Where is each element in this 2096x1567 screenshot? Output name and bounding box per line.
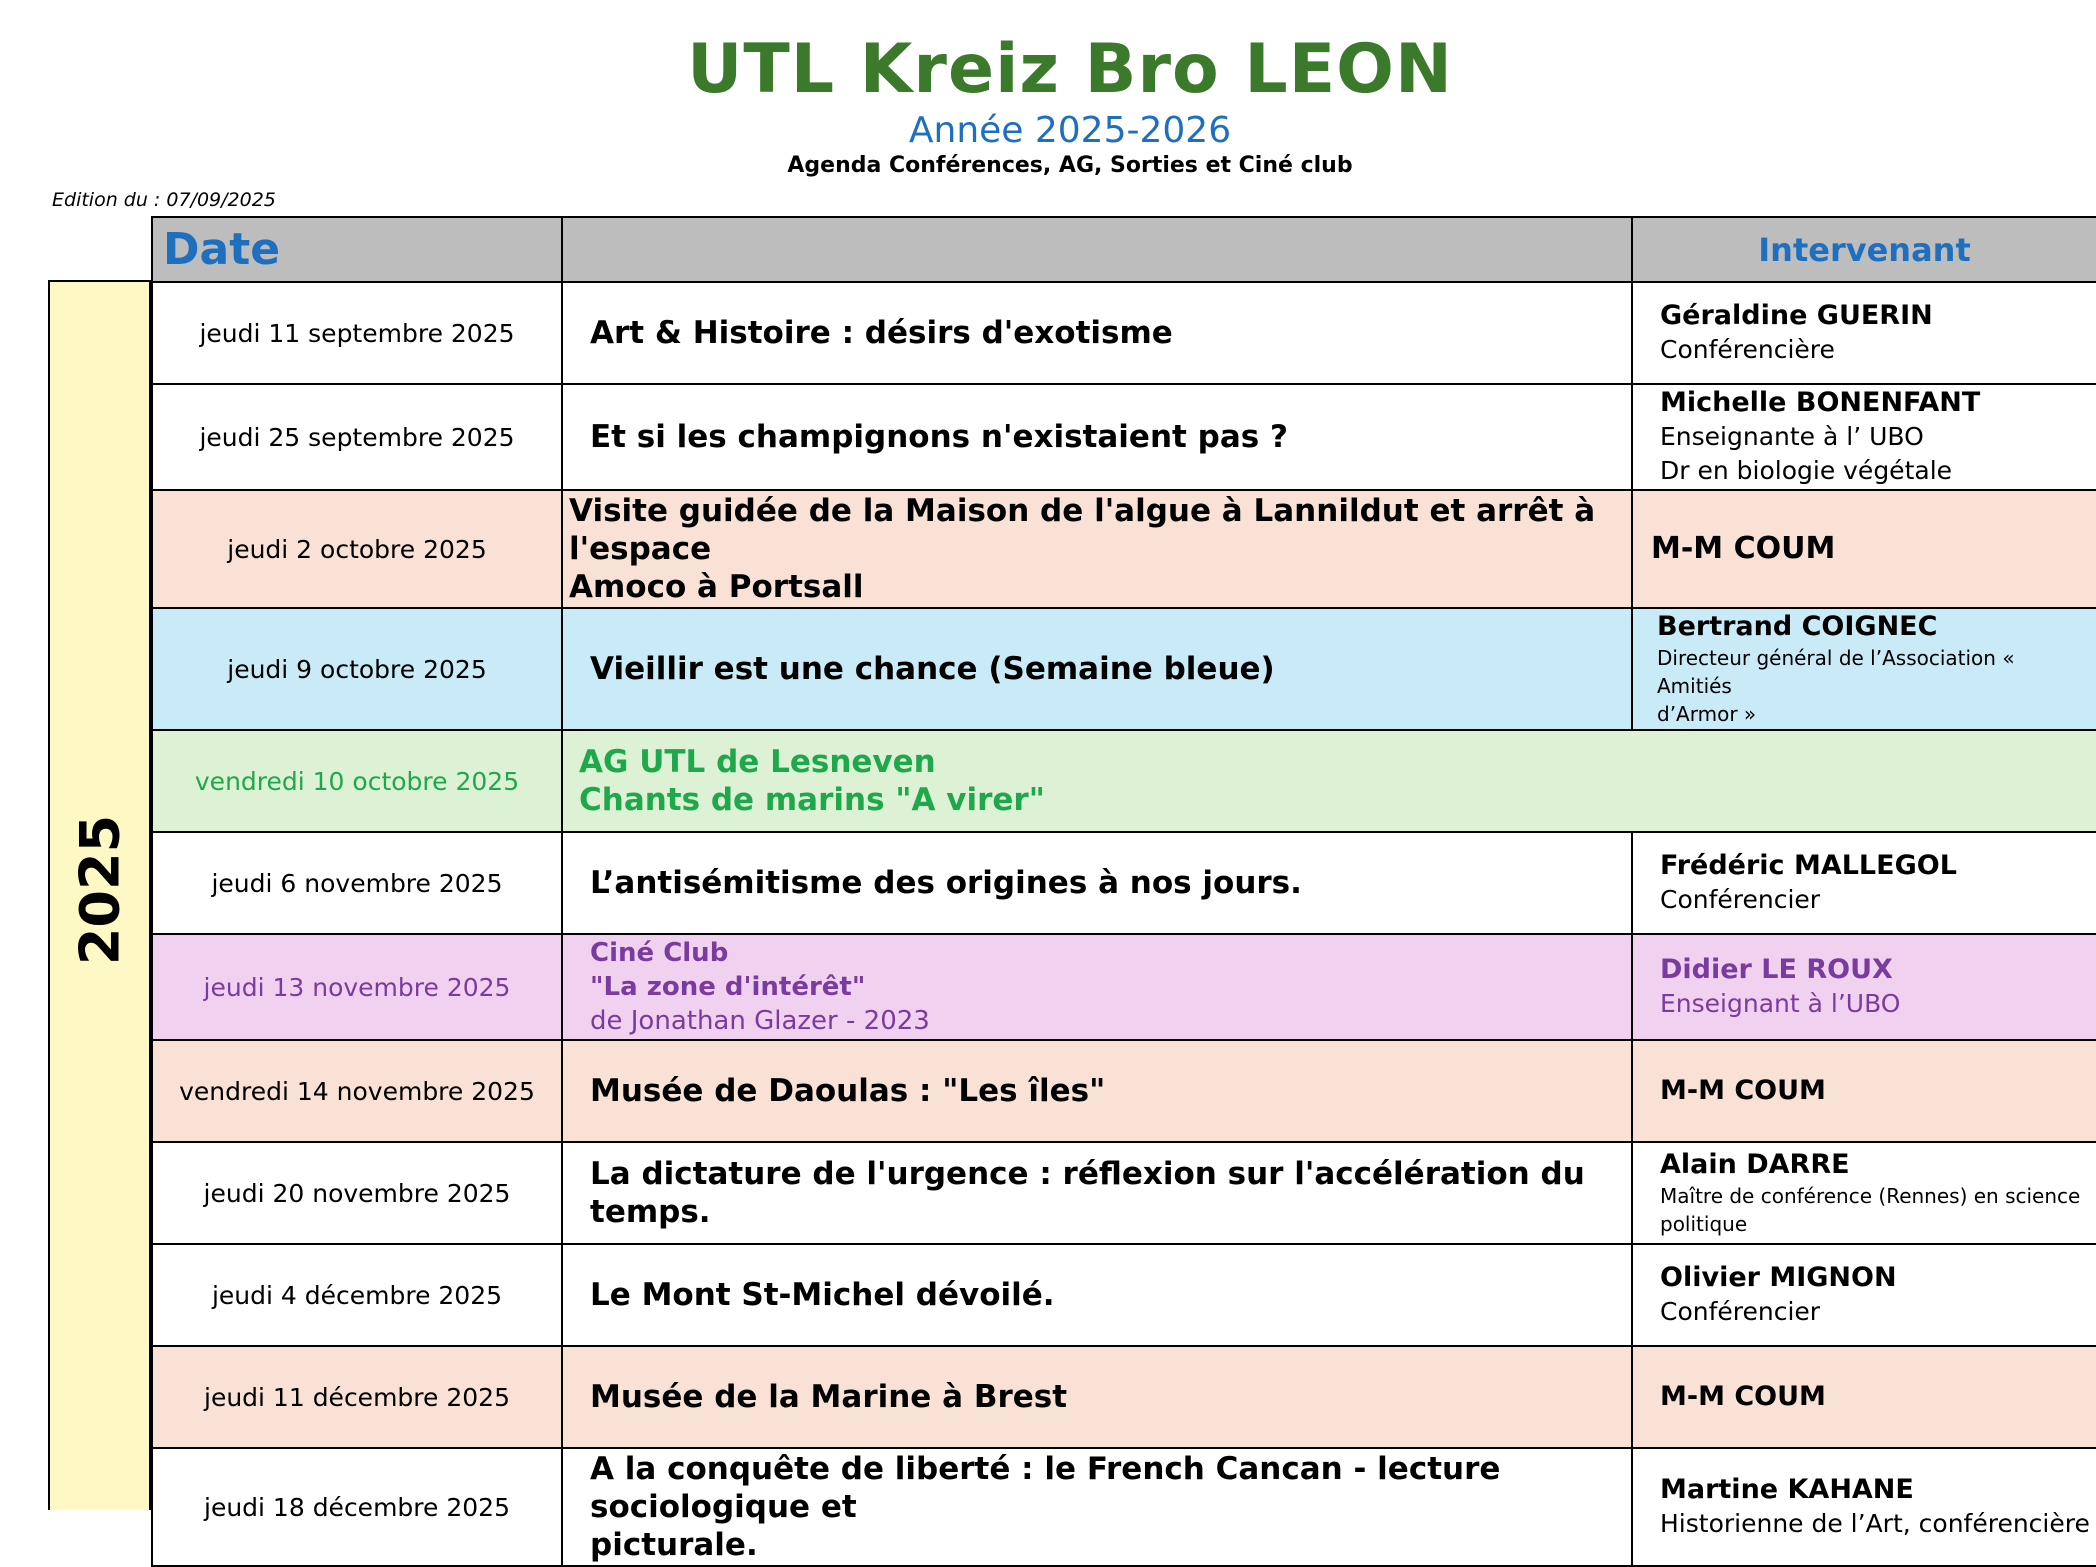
table-row <box>152 832 2096 934</box>
page-subheading: Agenda Conférences, AG, Sorties et Ciné club <box>787 153 1353 178</box>
table-row <box>152 1448 2096 1566</box>
event-subject <box>562 1346 1632 1448</box>
event-subject-line: "La zone d'intérêt" <box>590 972 866 1002</box>
event-date: jeudi 11 décembre 2025 <box>152 1346 562 1448</box>
table-row <box>152 1142 2096 1244</box>
event-speaker <box>1632 384 2096 490</box>
table-row <box>152 1244 2096 1346</box>
edition-date: Edition du : 07/09/2025 <box>52 189 276 211</box>
table-row <box>152 608 2096 730</box>
speaker-name: M-M COUM <box>1660 1075 1826 1106</box>
table-row <box>152 730 2096 832</box>
event-speaker <box>1632 832 2096 934</box>
speaker-name: Didier LE ROUX <box>1660 954 1893 985</box>
table-header-row <box>152 217 2096 282</box>
event-subject-line: Art & Histoire : désirs d'exotisme <box>590 315 1173 351</box>
event-date: jeudi 13 novembre 2025 <box>152 934 562 1040</box>
event-date: jeudi 18 décembre 2025 <box>152 1448 562 1566</box>
table-row <box>152 1040 2096 1142</box>
speaker-name: Michelle BONENFANT <box>1660 387 1981 418</box>
agenda-table <box>151 216 2096 1567</box>
event-date: vendredi 14 novembre 2025 <box>152 1040 562 1142</box>
speaker-info: d’Armor » <box>1657 702 1757 726</box>
year-label: 2025 <box>68 814 132 966</box>
event-subject-line: L’antisémitisme des origines à nos jours. <box>590 865 1302 901</box>
speaker-name: Géraldine GUERIN <box>1660 300 1933 331</box>
event-date: jeudi 6 novembre 2025 <box>152 832 562 934</box>
event-subject-line: Le Mont St-Michel dévoilé. <box>590 1277 1055 1313</box>
event-subject <box>562 1040 1632 1142</box>
table-row <box>152 934 2096 1040</box>
event-date: jeudi 9 octobre 2025 <box>152 608 562 730</box>
event-speaker <box>1632 1346 2096 1448</box>
event-subject <box>562 1142 1632 1244</box>
event-date: jeudi 4 décembre 2025 <box>152 1244 562 1346</box>
event-speaker <box>1632 608 2096 730</box>
event-subject-line: Ciné Club <box>590 938 729 968</box>
page-title: UTL Kreiz Bro LEON <box>687 30 1453 109</box>
column-header-speaker: Intervenant <box>1632 217 2096 282</box>
table-row <box>152 384 2096 490</box>
event-subject-line: Musée de Daoulas : "Les îles" <box>590 1073 1106 1109</box>
event-subject-line: Amoco à Portsall <box>569 569 864 605</box>
event-date: jeudi 25 septembre 2025 <box>152 384 562 490</box>
event-speaker <box>1632 934 2096 1040</box>
event-subject-line: Et si les champignons n'existaient pas ? <box>590 419 1288 455</box>
speaker-info: Conférencier <box>1660 885 1821 914</box>
event-speaker <box>1632 282 2096 384</box>
column-header-subject <box>562 217 1632 282</box>
event-date: jeudi 20 novembre 2025 <box>152 1142 562 1244</box>
event-subject-line: picturale. <box>590 1527 758 1563</box>
event-subject <box>562 1448 1632 1566</box>
speaker-info: Historienne de l’Art, conférencière <box>1660 1509 2090 1538</box>
speaker-name: Olivier MIGNON <box>1660 1262 1897 1293</box>
speaker-info: Maître de conférence (Rennes) en science <box>1660 1184 2081 1208</box>
speaker-name: Martine KAHANE <box>1660 1474 1914 1505</box>
table-row <box>152 282 2096 384</box>
event-date: jeudi 11 septembre 2025 <box>152 282 562 384</box>
event-speaker <box>1632 1142 2096 1244</box>
speaker-name: Bertrand COIGNEC <box>1657 611 1938 642</box>
column-header-date: Date <box>152 217 562 282</box>
table-row <box>152 1346 2096 1448</box>
event-subject-line: La dictature de l'urgence : réflexion sur l'accélération du temps. <box>590 1156 1585 1230</box>
table-row <box>152 490 2096 608</box>
event-speaker <box>1632 1244 2096 1346</box>
event-subject <box>562 282 1632 384</box>
speaker-name: Frédéric MALLEGOL <box>1660 850 1957 881</box>
event-subject <box>562 730 2096 832</box>
event-subject-line: Visite guidée de la Maison de l'algue à Lannildut et arrêt à l'espace <box>569 493 1596 567</box>
speaker-info: politique <box>1660 1212 1748 1236</box>
event-subject <box>562 384 1632 490</box>
page-subtitle: Année 2025-2026 <box>908 110 1232 151</box>
event-subject <box>562 608 1632 730</box>
event-subject <box>562 1244 1632 1346</box>
event-subject-line: de Jonathan Glazer - 2023 <box>590 1006 930 1036</box>
event-subject <box>562 490 1632 608</box>
speaker-name: M-M COUM <box>1660 1381 1826 1412</box>
event-subject-line: A la conquête de liberté : le French Cancan - lecture sociologique et <box>590 1451 1501 1525</box>
event-subject <box>562 934 1632 1040</box>
event-date: jeudi 2 octobre 2025 <box>152 490 562 608</box>
speaker-info: Conférencier <box>1660 1297 1821 1326</box>
speaker-info: Conférencière <box>1660 335 1835 364</box>
speaker-info: Enseignant à l’UBO <box>1660 989 1901 1018</box>
speaker-info: Enseignante à l’ UBO <box>1660 422 1924 451</box>
speaker-info: Directeur général de l’Association « Amitiés <box>1657 646 2015 698</box>
event-speaker <box>1632 1040 2096 1142</box>
speaker-name: Alain DARRE <box>1660 1149 1850 1180</box>
event-subject-line: Chants de marins "A virer" <box>579 782 1045 818</box>
event-speaker <box>1632 490 2096 608</box>
event-subject <box>562 832 1632 934</box>
speaker-info: Dr en biologie végétale <box>1660 456 1953 485</box>
event-subject-line: Vieillir est une chance (Semaine bleue) <box>590 651 1275 687</box>
event-subject-line: Musée de la Marine à Brest <box>590 1379 1068 1415</box>
event-date: vendredi 10 octobre 2025 <box>152 730 562 832</box>
event-subject-line: AG UTL de Lesneven <box>579 744 936 780</box>
event-speaker <box>1632 1448 2096 1566</box>
speaker-name: M-M COUM <box>1651 531 1836 566</box>
